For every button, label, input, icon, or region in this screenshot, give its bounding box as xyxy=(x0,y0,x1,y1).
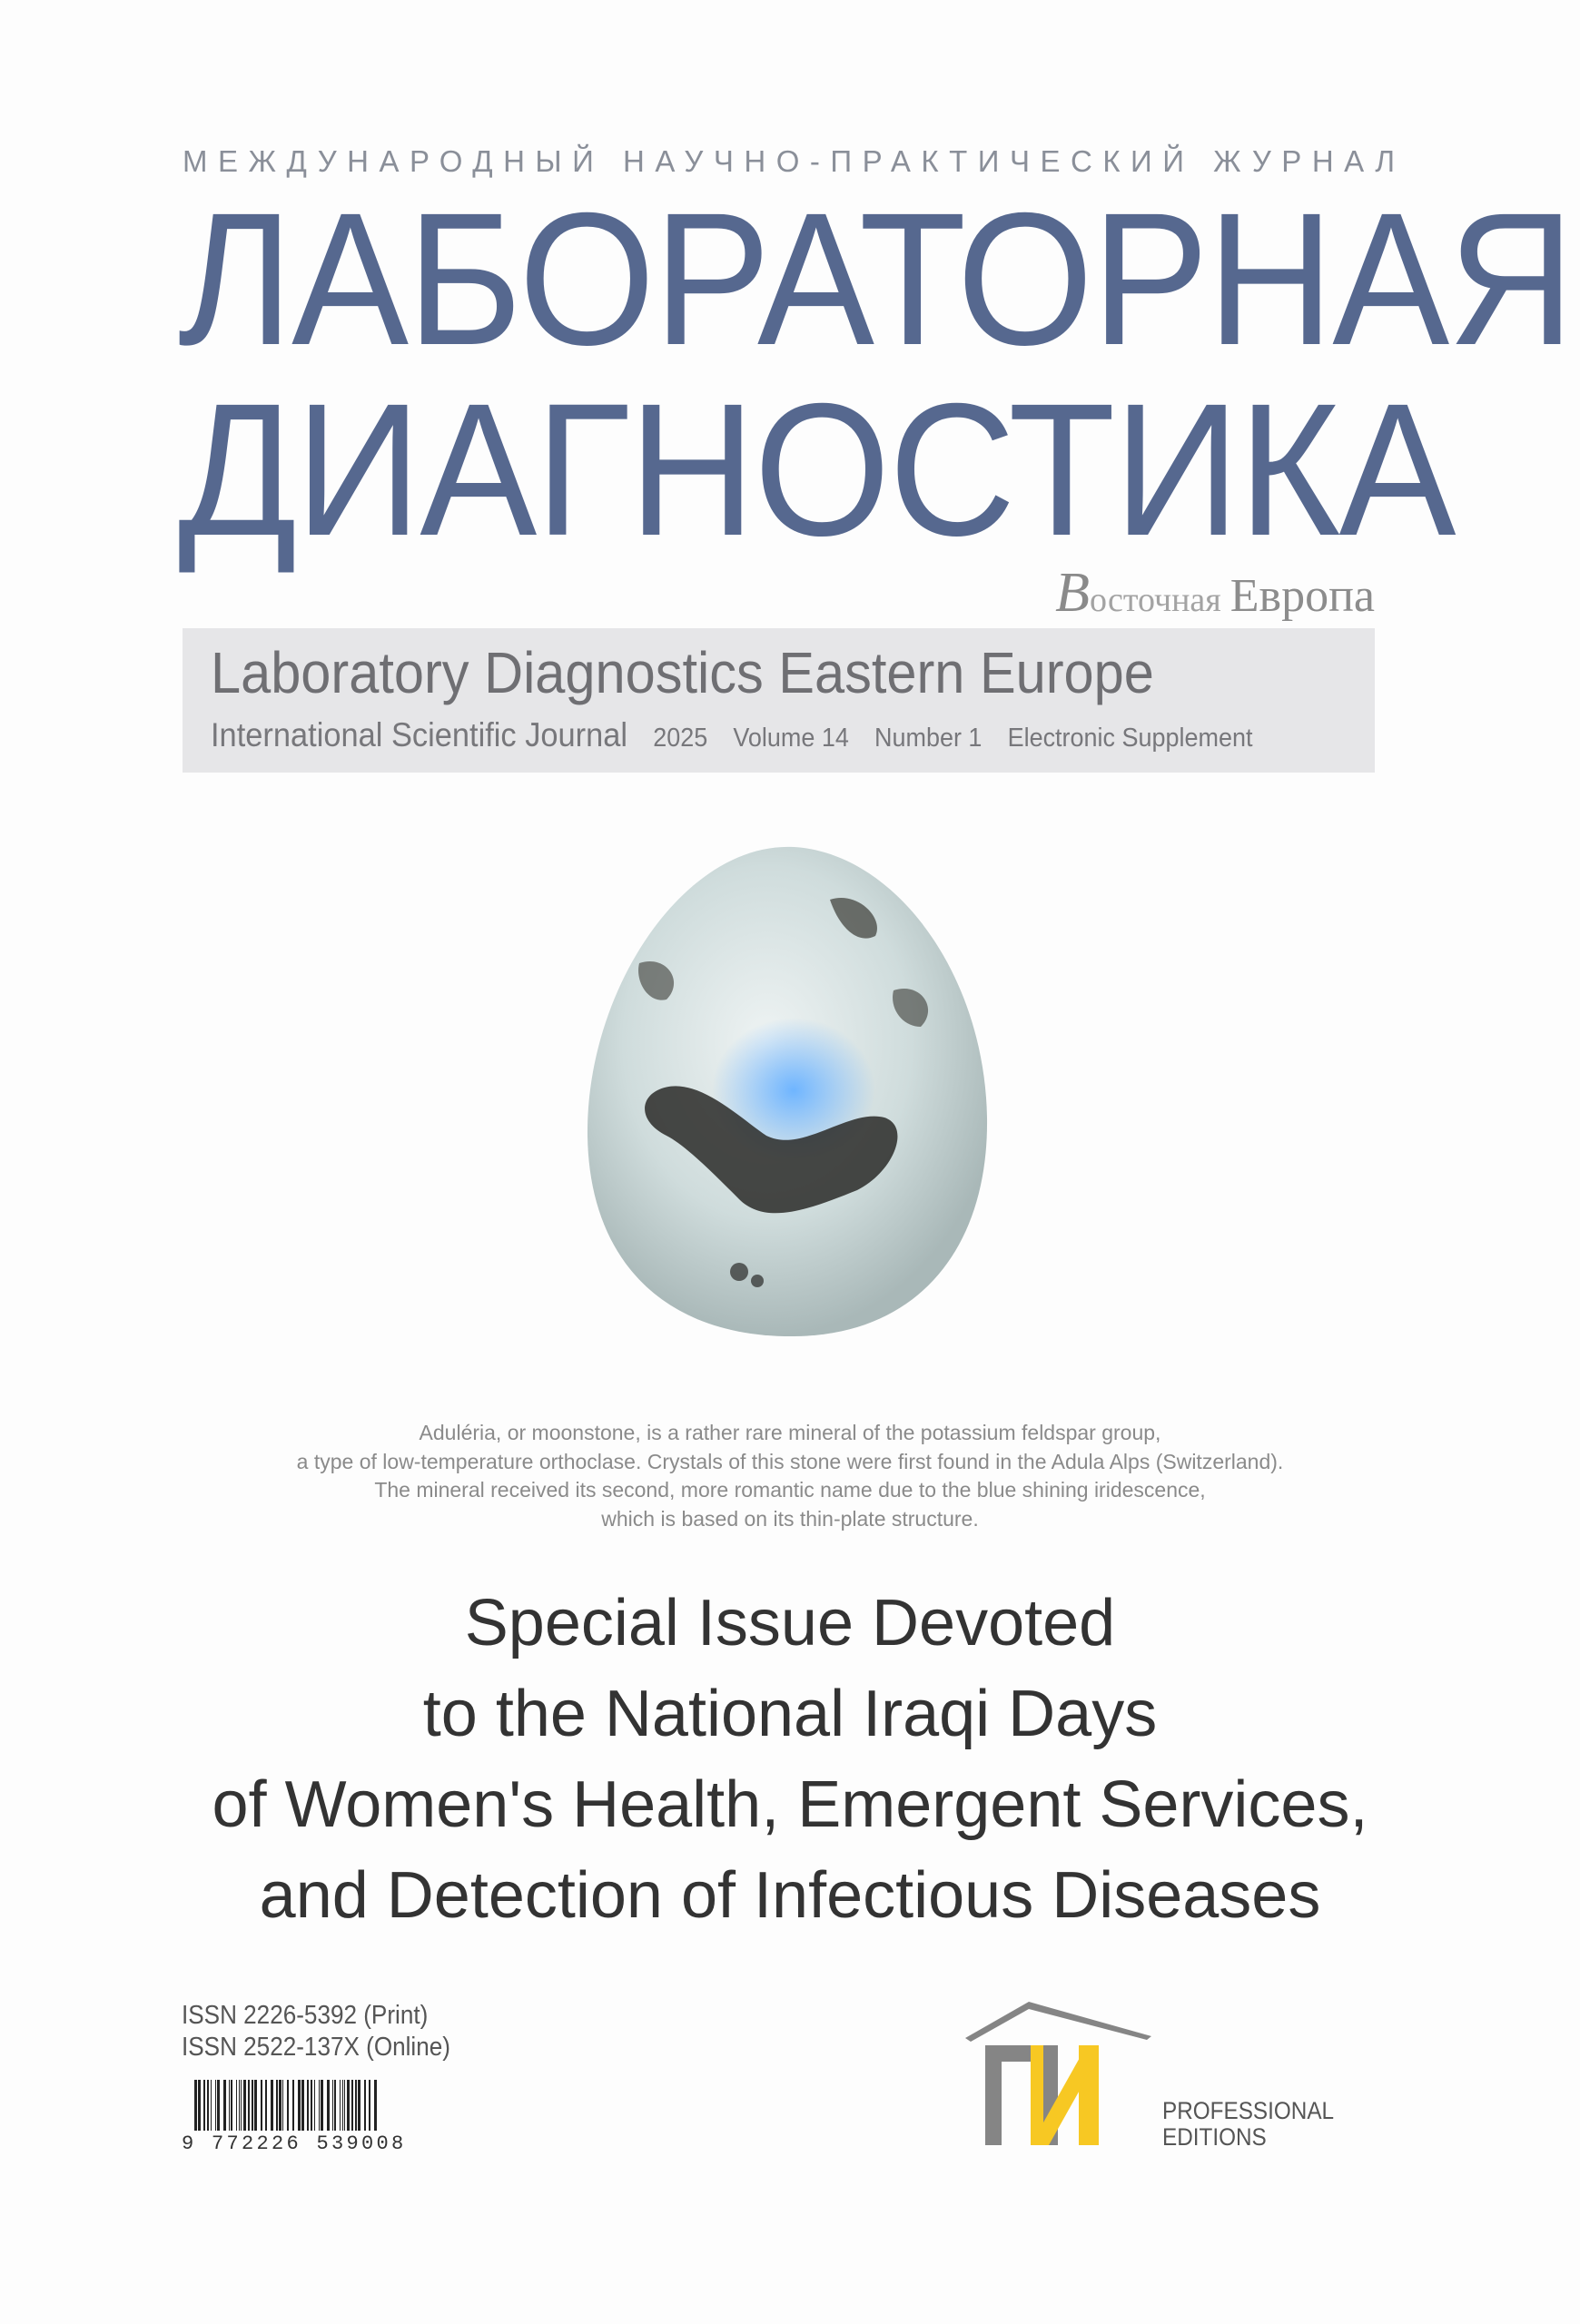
publisher-name xyxy=(1162,2098,1334,2151)
journal-info-line xyxy=(211,717,1269,754)
journal-subtitle-ru: МЕЖДУНАРОДНЫЙ НАУЧНО-ПРАКТИЧЕСКИЙ ЖУРНАЛ xyxy=(183,144,1406,178)
script-letter: В xyxy=(1055,562,1091,624)
barcode-bar xyxy=(282,2080,283,2131)
barcode-bar xyxy=(241,2080,242,2131)
script-word-evropa: Европа xyxy=(1229,570,1375,622)
barcode-bar xyxy=(351,2080,353,2131)
barcode-bar xyxy=(298,2080,301,2131)
barcode-bar xyxy=(211,2080,212,2131)
barcode-bar xyxy=(287,2080,289,2131)
issn-print: ISSN 2226-5392 (Print) xyxy=(182,2001,429,2030)
barcode-bar xyxy=(265,2080,267,2131)
barcode-bar xyxy=(239,2080,240,2131)
special-issue-line: and Detection of Infectious Diseases xyxy=(259,1859,1321,1932)
barcode-bar xyxy=(321,2080,323,2131)
barcode-bar xyxy=(358,2080,360,2131)
issn-online: ISSN 2522-137X (Online) xyxy=(182,2033,450,2062)
issue-year: 2025 xyxy=(653,724,708,753)
barcode-bar xyxy=(252,2080,253,2131)
script-word-vostochnaya: осточная xyxy=(1090,581,1221,619)
journal-subtitle-en: International Scientific Journal xyxy=(211,716,628,753)
barcode-bar xyxy=(229,2080,230,2131)
issue-number: Number 1 xyxy=(874,724,983,753)
barcode-bar xyxy=(334,2080,336,2131)
barcode-bar xyxy=(243,2080,246,2131)
barcode-bar xyxy=(207,2080,209,2131)
barcode-bar xyxy=(327,2080,330,2131)
special-issue-line: of Women's Health, Emergent Services, xyxy=(212,1768,1368,1841)
barcode-bar xyxy=(223,2080,226,2131)
barcode-bar xyxy=(344,2080,345,2131)
special-issue-line: to the National Iraqi Days xyxy=(422,1678,1158,1750)
barcode xyxy=(194,2080,378,2131)
journal-title-en: Laboratory Diagnostics Eastern Europe xyxy=(211,640,1154,705)
issue-supplement: Electronic Supplement xyxy=(1007,724,1253,753)
barcode-bar xyxy=(364,2080,366,2131)
barcode-bar xyxy=(369,2080,370,2131)
barcode-bar xyxy=(276,2080,278,2131)
barcode-bar xyxy=(374,2080,377,2131)
issn-block xyxy=(182,2000,450,2063)
barcode-bar xyxy=(307,2080,309,2131)
publisher-line1: PROFESSIONAL xyxy=(1162,2097,1335,2124)
barcode-bar xyxy=(301,2080,304,2131)
caption-line: which is based on its thin-plate structure. xyxy=(601,1506,979,1531)
barcode-bar xyxy=(217,2080,220,2131)
barcode-bar xyxy=(215,2080,216,2131)
caption-line: a type of low-temperature orthoclase. Crystals of this stone were first found in the Adula Alps (Switzerland). xyxy=(296,1449,1284,1473)
barcode-bar xyxy=(254,2080,257,2131)
script-subtitle-eastern-europe xyxy=(1055,562,1375,625)
caption-line: Aduléria, or moonstone, is a rather rare mineral of the potassium feldspar group, xyxy=(419,1421,1161,1444)
barcode-bar xyxy=(347,2080,350,2131)
barcode-bar xyxy=(319,2080,320,2131)
barcode-bar xyxy=(355,2080,357,2131)
special-issue-line: Special Issue Devoted xyxy=(464,1587,1116,1659)
barcode-bar xyxy=(261,2080,262,2131)
barcode-bar xyxy=(292,2080,294,2131)
publisher-logo xyxy=(965,2002,1156,2147)
barcode-number: 9 772226 539008 xyxy=(182,2132,407,2155)
barcode-bar xyxy=(198,2080,201,2131)
journal-title-ru-line2: ДИАГНОСТИКА xyxy=(178,365,1455,576)
barcode-bar xyxy=(332,2080,333,2131)
barcode-bar xyxy=(231,2080,232,2131)
barcode-bar xyxy=(342,2080,343,2131)
barcode-bar xyxy=(236,2080,237,2131)
barcode-bar xyxy=(203,2080,205,2131)
barcode-bar xyxy=(194,2080,197,2131)
barcode-bar xyxy=(314,2080,315,2131)
barcode-bar xyxy=(248,2080,250,2131)
journal-title-ru-line1: ЛАБОРАТОРНАЯ xyxy=(178,174,1574,385)
cover-image-caption xyxy=(0,1419,1580,1533)
caption-line: The mineral received its second, more romantic name due to the blue shining iridescence, xyxy=(374,1478,1206,1502)
barcode-bar xyxy=(271,2080,273,2131)
issue-volume: Volume 14 xyxy=(733,724,849,753)
publisher-line2: EDITIONS xyxy=(1162,2123,1267,2151)
moonstone-image xyxy=(585,845,989,1338)
barcode-bar xyxy=(311,2080,312,2131)
special-issue-title xyxy=(0,1578,1580,1941)
barcode-bar xyxy=(279,2080,281,2131)
barcode-bar xyxy=(340,2080,341,2131)
